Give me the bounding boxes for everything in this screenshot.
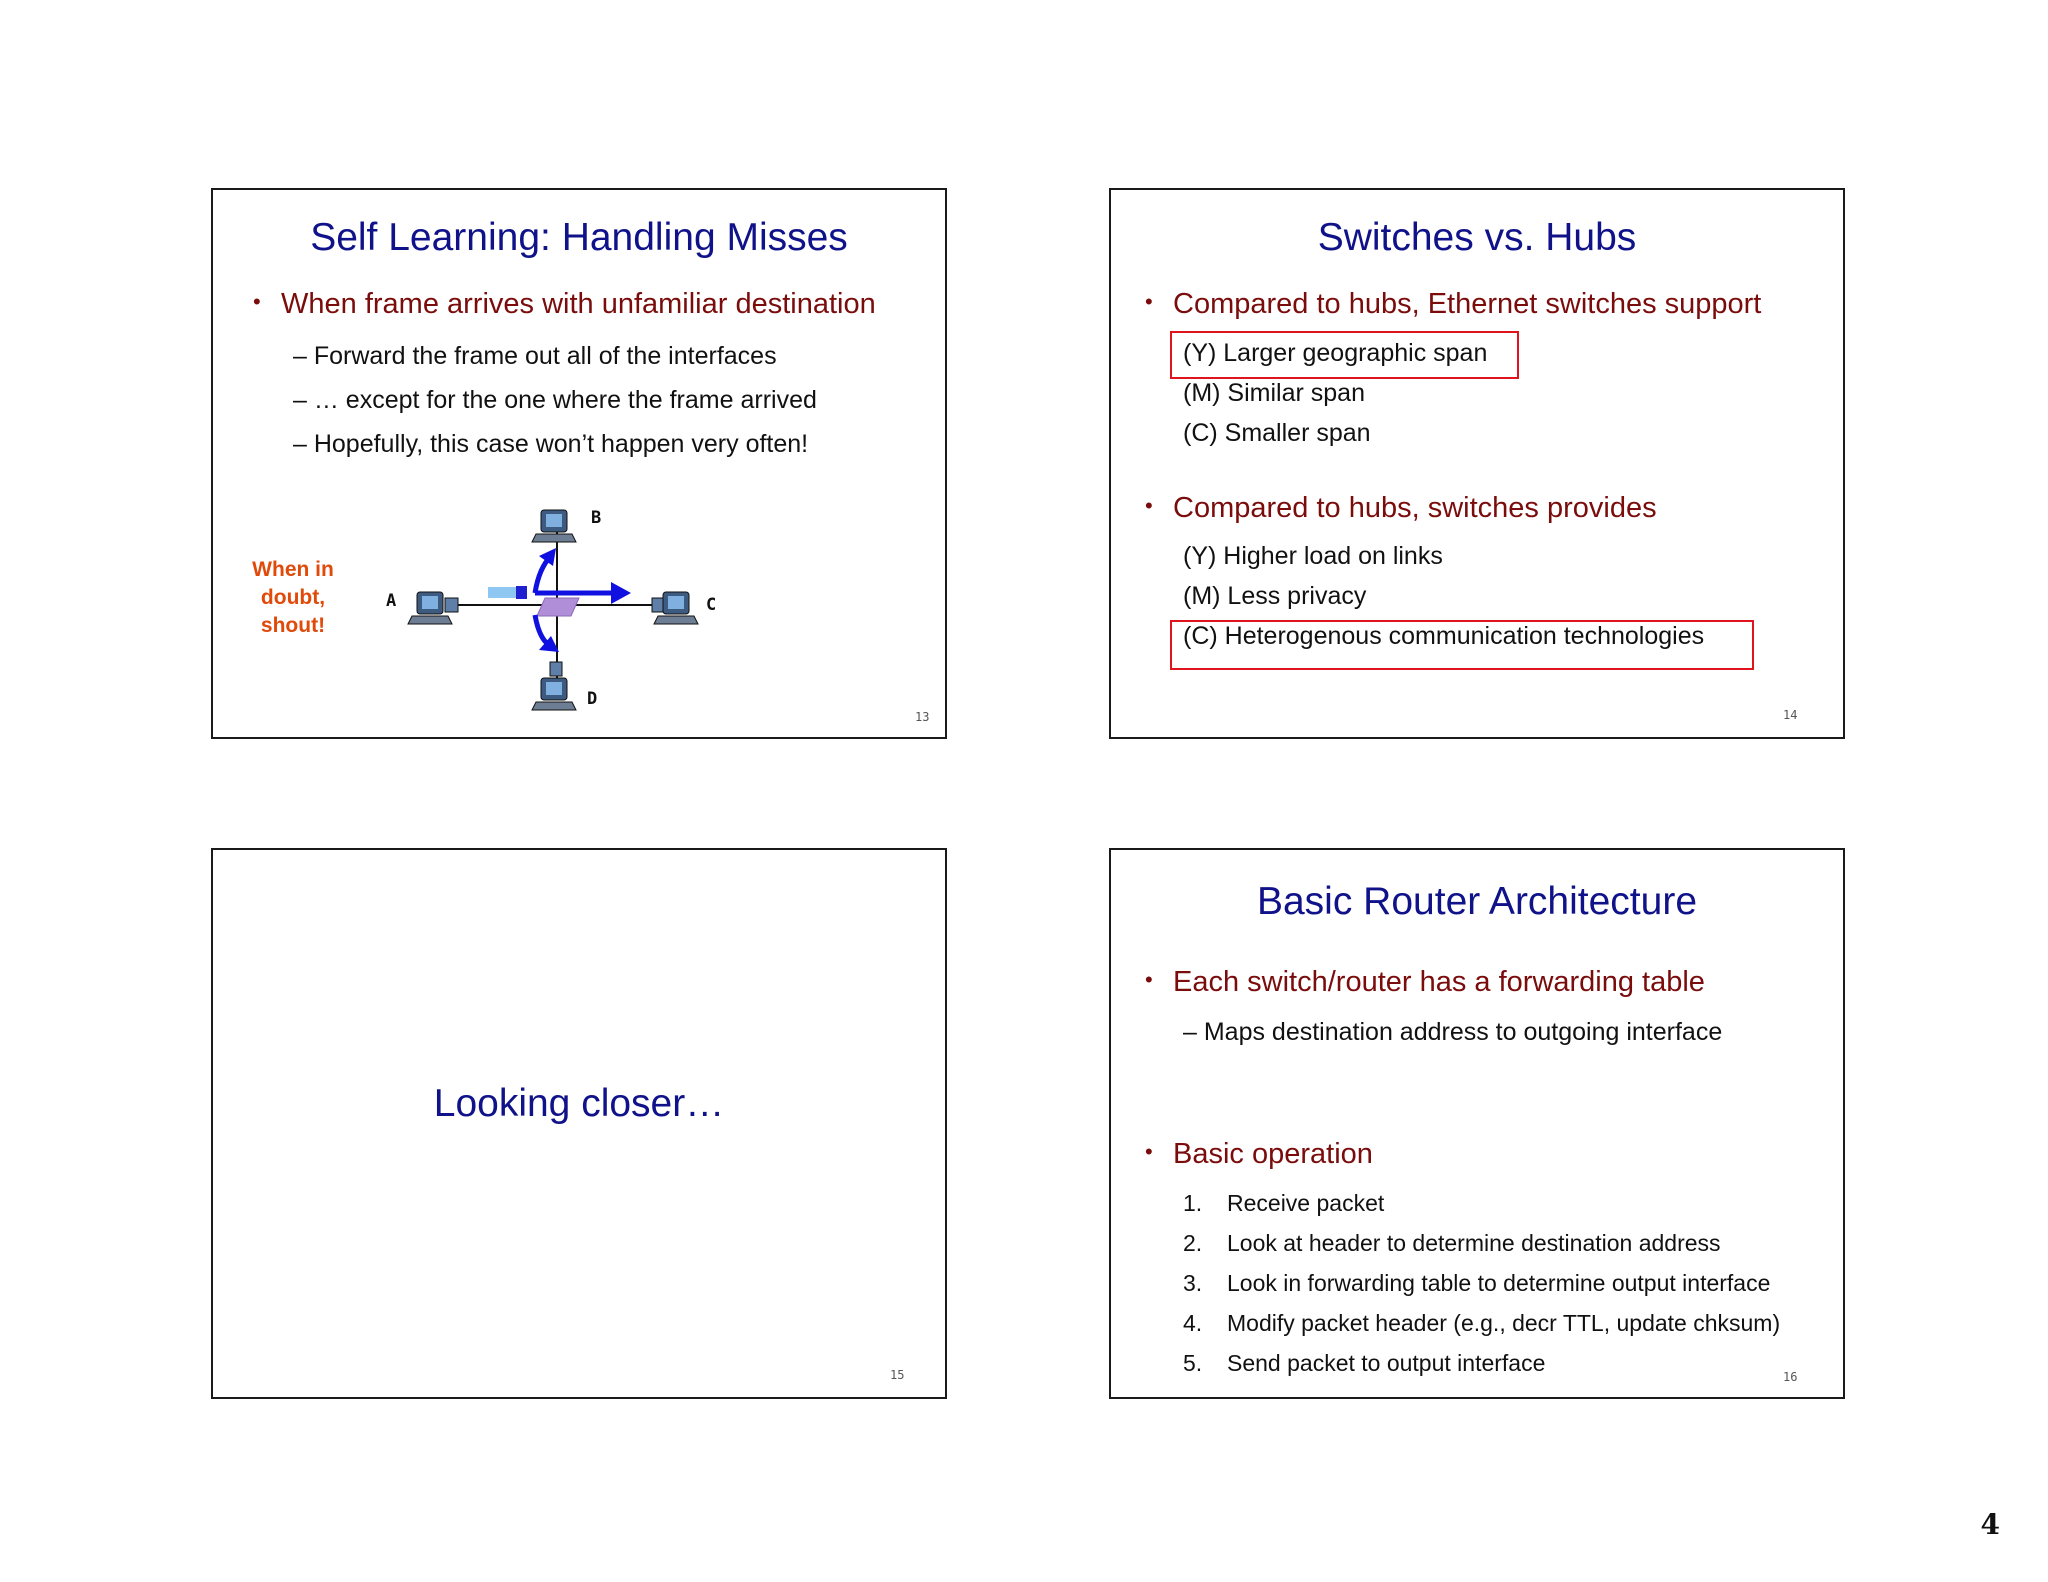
slide-14 bbox=[1109, 188, 1845, 739]
list-item: 5. Send packet to output interface bbox=[1183, 1350, 1546, 1376]
bullet: • Basic operation bbox=[1145, 1138, 1373, 1170]
option-c: (C) Smaller span bbox=[1183, 419, 1371, 447]
list-item: 1. Receive packet bbox=[1183, 1190, 1385, 1216]
computer-c-icon bbox=[652, 592, 698, 624]
question-2: • Compared to hubs, switches provides bbox=[1145, 492, 1657, 524]
slide-16 bbox=[1109, 848, 1845, 1399]
node-label-b: B bbox=[591, 508, 602, 528]
slide-title: Switches vs. Hubs bbox=[1317, 216, 1637, 259]
list-item: 4. Modify packet header (e.g., decr TTL, update chksum) bbox=[1183, 1310, 1781, 1336]
slide-13 bbox=[211, 188, 947, 739]
bullet: • When frame arrives with unfamiliar destination bbox=[253, 288, 876, 320]
frame-icon bbox=[488, 587, 516, 598]
computer-b-icon bbox=[532, 510, 576, 542]
slide-title: Looking closer… bbox=[433, 1082, 725, 1125]
computer-a-icon bbox=[408, 592, 458, 624]
switch-icon bbox=[537, 598, 579, 616]
slide-15 bbox=[211, 848, 947, 1399]
computer-d-icon bbox=[532, 662, 576, 710]
slide-title: Self Learning: Handling Misses bbox=[310, 216, 848, 259]
option-y: (Y) Higher load on links bbox=[1183, 542, 1443, 570]
sub-bullet: – Maps destination address to outgoing interface bbox=[1183, 1018, 1723, 1046]
network-diagram bbox=[213, 190, 944, 736]
bullet-dot-icon: • bbox=[1145, 1139, 1153, 1164]
bullet-dot-icon: • bbox=[253, 289, 261, 314]
bullet-dot-icon: • bbox=[1145, 289, 1153, 314]
node-label-c: C bbox=[706, 595, 717, 615]
option-y: (Y) Larger geographic span bbox=[1183, 339, 1488, 367]
sub-bullet: – Forward the frame out all of the interfaces bbox=[293, 342, 777, 370]
node-label-d: D bbox=[587, 689, 598, 709]
bullet-dot-icon: • bbox=[1145, 493, 1153, 518]
sub-bullet: – Hopefully, this case won’t happen very often! bbox=[293, 430, 809, 458]
flood-arrow-d-icon bbox=[535, 615, 559, 652]
bullet: • Each switch/router has a forwarding table bbox=[1145, 966, 1705, 998]
page-number: 4 bbox=[1980, 1508, 2000, 1541]
question-1: • Compared to hubs, Ethernet switches support bbox=[1145, 288, 1762, 320]
flood-arrow-b-icon bbox=[535, 548, 556, 593]
shout-annotation: When in doubt, shout! bbox=[252, 558, 334, 637]
slide-number: 15 bbox=[890, 1368, 905, 1382]
frame-header-icon bbox=[516, 586, 527, 599]
list-item: 2. Look at header to determine destination address bbox=[1183, 1230, 1721, 1256]
option-m: (M) Similar span bbox=[1183, 379, 1365, 407]
option-m: (M) Less privacy bbox=[1183, 582, 1367, 610]
slide-number: 14 bbox=[1783, 708, 1798, 722]
sub-bullet: – … except for the one where the frame arrived bbox=[293, 386, 817, 414]
option-c: (C) Heterogenous communication technologies bbox=[1183, 622, 1705, 650]
slide-number: 13 bbox=[915, 710, 930, 724]
bullet-dot-icon: • bbox=[1145, 967, 1153, 992]
slide-title: Basic Router Architecture bbox=[1256, 880, 1698, 923]
node-label-a: A bbox=[386, 591, 397, 611]
list-item: 3. Look in forwarding table to determine output interface bbox=[1183, 1270, 1771, 1296]
slide-number: 16 bbox=[1783, 1370, 1798, 1384]
